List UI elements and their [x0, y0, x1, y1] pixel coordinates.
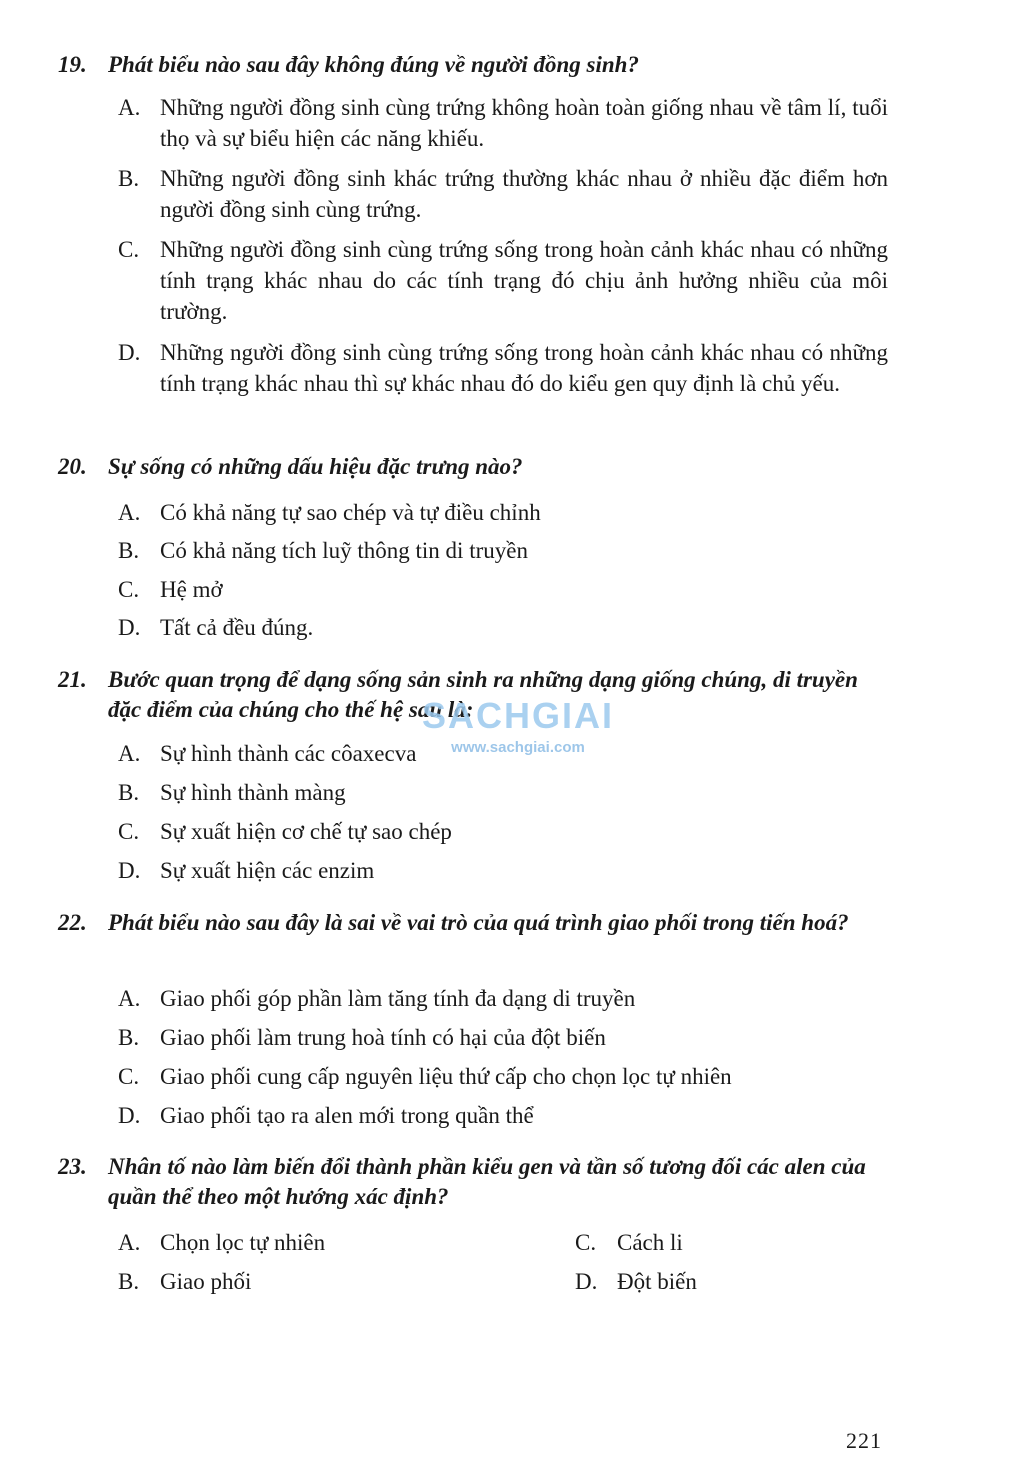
- option-21-d: [118, 855, 888, 886]
- option-22-c: [118, 1061, 888, 1092]
- question-text: Nhân tố nào làm biến đổi thành phần kiểu gen và tần số tương đối các alen của quần thể theo một hướng xác định?: [108, 1154, 866, 1209]
- option-text: Giao phối: [160, 1269, 252, 1294]
- option-text: Tất cả đều đúng.: [160, 615, 314, 640]
- option-text: Sự hình thành màng: [160, 780, 346, 805]
- option-23-a: [118, 1227, 325, 1258]
- option-label: C.: [118, 237, 140, 262]
- option-text: Những người đồng sinh khác trứng thường khác nhau ở nhiều đặc điểm hơn người đồng sinh cùng trứng.: [160, 166, 888, 222]
- option-label: A.: [118, 1230, 141, 1255]
- question-number: 22.: [58, 910, 87, 935]
- option-text: Sự xuất hiện cơ chế tự sao chép: [160, 819, 452, 844]
- option-21-b: [118, 777, 888, 808]
- option-20-b: [118, 535, 888, 566]
- question-19: [58, 50, 888, 80]
- option-label: B.: [118, 780, 140, 805]
- option-23-d: [575, 1266, 697, 1297]
- option-text: Sự xuất hiện các enzim: [160, 858, 375, 883]
- question-text: Phát biểu nào sau đây là sai về vai trò của quá trình giao phối trong tiến hoá?: [108, 910, 849, 935]
- option-text: Có khả năng tự sao chép và tự điều chỉnh: [160, 500, 541, 525]
- question-text: Sự sống có những dấu hiệu đặc trưng nào?: [108, 454, 523, 479]
- option-label: D.: [575, 1269, 598, 1294]
- option-19-b: [118, 163, 888, 225]
- option-text: Những người đồng sinh cùng trứng sống trong hoàn cảnh khác nhau có những tính trạng khác nhau do các tính trạng đó chịu ảnh hưởng nhiều của môi trường.: [160, 237, 888, 324]
- option-label: C.: [118, 819, 140, 844]
- option-text: Giao phối cung cấp nguyên liệu thứ cấp cho chọn lọc tự nhiên: [160, 1064, 732, 1089]
- option-label: B.: [118, 1269, 140, 1294]
- option-22-d: [118, 1100, 888, 1131]
- option-22-a: [118, 983, 888, 1014]
- option-label: C.: [118, 1064, 140, 1089]
- option-text: Có khả năng tích luỹ thông tin di truyền: [160, 538, 528, 563]
- watermark: [408, 694, 628, 758]
- option-23-c: [575, 1227, 683, 1258]
- page-number: 221: [846, 1428, 882, 1453]
- question-text: Bước quan trọng để dạng sống sản sinh ra những dạng giống chúng, di truyền đặc điểm của chúng cho thế hệ sau là:: [108, 667, 858, 722]
- option-label: A.: [118, 986, 141, 1011]
- option-label: A.: [118, 95, 141, 120]
- option-22-b: [118, 1022, 888, 1053]
- option-label: D.: [118, 340, 141, 365]
- option-label: B.: [118, 166, 140, 191]
- question-number: 21.: [58, 667, 87, 692]
- option-text: Giao phối làm trung hoà tính có hại của đột biến: [160, 1025, 606, 1050]
- question-text: Phát biểu nào sau đây không đúng về người đồng sinh?: [108, 52, 639, 77]
- option-19-c: [118, 234, 888, 327]
- option-label: C.: [118, 577, 140, 602]
- option-text: Giao phối tạo ra alen mới trong quần thể: [160, 1103, 534, 1128]
- option-20-a: [118, 497, 888, 528]
- option-text: Giao phối góp phần làm tăng tính đa dạng di truyền: [160, 986, 636, 1011]
- option-text: Những người đồng sinh cùng trứng sống trong hoàn cảnh khác nhau có những tính trạng khác nhau thì sự khác nhau đó do kiểu gen quy định là chủ yếu.: [160, 340, 888, 396]
- question-22: [58, 908, 888, 938]
- watermark-url: www.sachgiai.com: [451, 739, 585, 756]
- question-20: [58, 452, 888, 482]
- option-21-c: [118, 816, 888, 847]
- option-label: D.: [118, 858, 141, 883]
- option-text: Những người đồng sinh cùng trứng không hoàn toàn giống nhau về tâm lí, tuổi thọ và sự biểu hiện các năng khiếu.: [160, 95, 888, 151]
- option-text: Cách li: [617, 1230, 683, 1255]
- option-label: A.: [118, 741, 141, 766]
- option-text: Hệ mở: [160, 577, 223, 602]
- option-label: A.: [118, 500, 141, 525]
- option-label: B.: [118, 538, 140, 563]
- question-number: 20.: [58, 454, 87, 479]
- option-19-d: [118, 337, 888, 399]
- question-23: [58, 1152, 888, 1212]
- option-23-b: [118, 1266, 251, 1297]
- option-label: C.: [575, 1230, 597, 1255]
- option-20-d: [118, 612, 888, 643]
- option-label: D.: [118, 615, 141, 640]
- option-text: Sự hình thành các côaxecva: [160, 741, 417, 766]
- option-text: Đột biến: [617, 1269, 697, 1294]
- option-20-c: [118, 574, 888, 605]
- question-number: 19.: [58, 52, 87, 77]
- question-number: 23.: [58, 1154, 87, 1179]
- option-text: Chọn lọc tự nhiên: [160, 1230, 326, 1255]
- option-label: B.: [118, 1025, 140, 1050]
- option-19-a: [118, 92, 888, 154]
- option-label: D.: [118, 1103, 141, 1128]
- watermark-logo: SACHGIAI: [421, 695, 614, 736]
